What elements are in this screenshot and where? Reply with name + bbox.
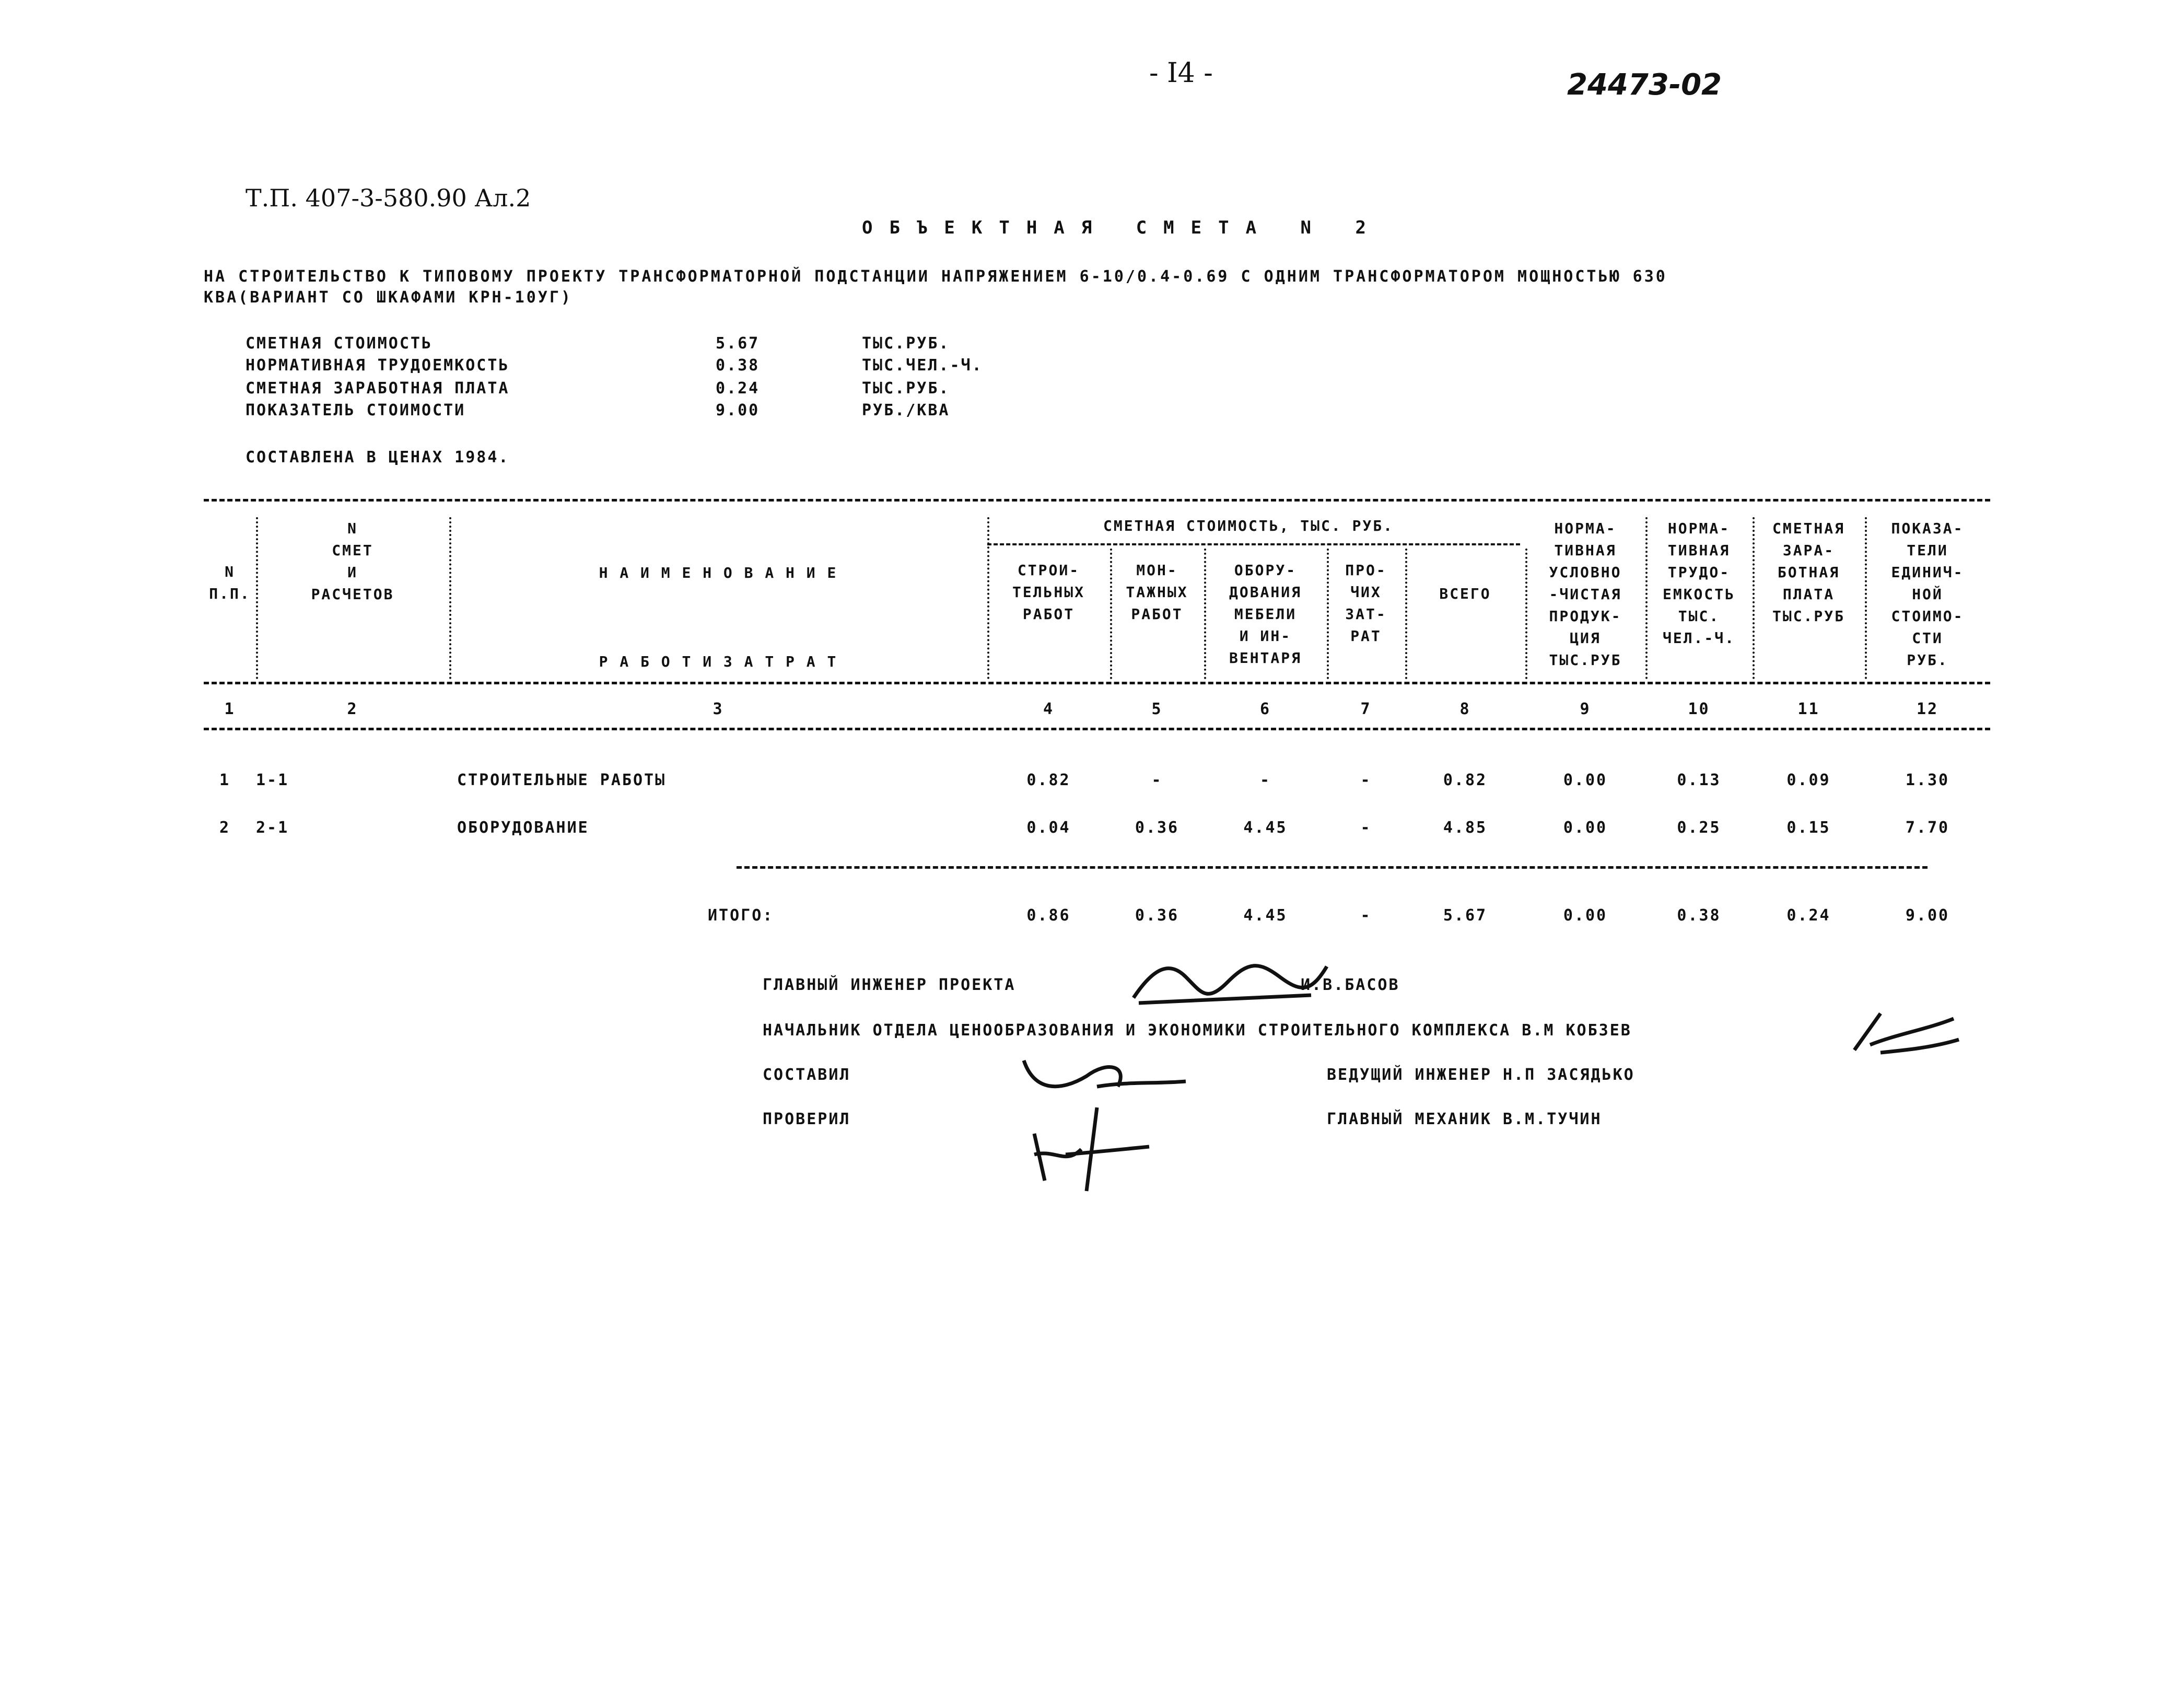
- totals-cell: 9.00: [1905, 906, 1950, 925]
- summary-unit: ТЫС.РУБ.: [862, 379, 950, 398]
- totals-cell: 0.38: [1677, 906, 1721, 925]
- summary-value: 5.67: [716, 334, 760, 353]
- column-header-line: N: [347, 520, 358, 537]
- column-number: 11: [1797, 700, 1820, 718]
- row-cell: 0.82: [1443, 771, 1488, 789]
- summary-unit: РУБ./КВА: [862, 401, 950, 419]
- row-cell: 0.04: [1026, 819, 1071, 837]
- column-header-line: ТАЖНЫХ: [1126, 584, 1188, 601]
- compiled-by: ВЕДУЩИЙ ИНЖЕНЕР Н.П ЗАСЯДЬКО: [1327, 1066, 1635, 1084]
- column-number: 10: [1688, 700, 1710, 718]
- checked-label: ПРОВЕРИЛ: [763, 1110, 851, 1128]
- column-header-line: ТИВНАЯ: [1667, 542, 1731, 559]
- row-cell: 1.30: [1905, 771, 1950, 789]
- row-cell: -: [1360, 819, 1372, 837]
- totals-cell: 0.24: [1786, 906, 1831, 925]
- column-header-line: ВЕНТАРЯ: [1229, 649, 1302, 667]
- signature-tuchin: [1024, 1102, 1160, 1196]
- column-number: 9: [1580, 700, 1591, 718]
- column-number: 6: [1259, 700, 1271, 718]
- compiled-label: СОСТАВИЛ: [763, 1066, 851, 1084]
- column-header-line: ЗАРА-: [1782, 542, 1835, 559]
- row-cell: 0.15: [1786, 819, 1831, 837]
- column-header-line: ТЫС.: [1678, 608, 1720, 625]
- row-cell: 4.85: [1443, 819, 1488, 837]
- document-title: ОБЪЕКТНАЯ СМЕТА N 2: [862, 217, 1383, 238]
- column-header-line: СТИ: [1912, 629, 1943, 647]
- column-header-line: ТЕЛИ: [1907, 542, 1948, 559]
- column-header-line: УСЛОВНО: [1549, 564, 1622, 581]
- column-header-line: И ИН-: [1239, 627, 1292, 645]
- column-header-line: П.П.: [209, 585, 251, 602]
- signature-kobzev: [1849, 1003, 1964, 1060]
- subject-line: КВА(ВАРИАНТ СО ШКАФАМИ КРН-10УГ): [204, 288, 573, 307]
- summary-label: НОРМАТИВНАЯ ТРУДОЕМКОСТЬ: [246, 356, 510, 375]
- summary-value: 9.00: [716, 401, 760, 419]
- tp-reference: Т.П. 407-3-580.90 Ал.2: [246, 184, 531, 212]
- row-estimate-number: 1-1: [256, 771, 289, 789]
- totals-cell: 0.36: [1135, 906, 1179, 925]
- column-separator: [1405, 549, 1407, 679]
- column-header-line: ТИВНАЯ: [1554, 542, 1617, 559]
- column-header-line: МОН-: [1136, 562, 1178, 579]
- column-header-line: РАСЧЕТОВ: [311, 586, 394, 603]
- row-cell: -: [1259, 771, 1271, 789]
- page-number: - I4 -: [1149, 57, 1213, 89]
- column-header-line: ЦИЯ: [1570, 629, 1601, 647]
- row-cell: 0.09: [1786, 771, 1831, 789]
- column-header-line: НОРМА-: [1667, 520, 1731, 537]
- row-cell: 0.25: [1677, 819, 1721, 837]
- column-header-line: СМЕТ: [332, 542, 373, 559]
- column-number: 3: [713, 700, 724, 718]
- column-header-line: ДОВАНИЯ: [1229, 584, 1302, 601]
- column-header-line: ПРОДУК-: [1549, 608, 1622, 625]
- column-number: 4: [1043, 700, 1055, 718]
- summary-value: 0.24: [716, 379, 760, 398]
- row-number: 1: [219, 771, 231, 789]
- column-header-line: И: [347, 564, 358, 581]
- document-number: 24473-02: [1567, 68, 1722, 102]
- row-cell: 0.00: [1563, 819, 1608, 837]
- row-name: ОБОРУДОВАНИЕ: [457, 819, 589, 837]
- column-header-line: ОБОРУ-: [1234, 562, 1297, 579]
- column-header-line: НОЙ: [1912, 586, 1943, 603]
- column-number: 2: [347, 700, 358, 718]
- department-head-line: НАЧАЛЬНИК ОТДЕЛА ЦЕНООБРАЗОВАНИЯ И ЭКОНОМИКИ СТРОИТЕЛЬНОГО КОМПЛЕКСА В.М КОБЗЕВ: [763, 1021, 1632, 1040]
- column-header-line: ЧЕЛ.-Ч.: [1662, 629, 1735, 647]
- row-cell: -: [1151, 771, 1163, 789]
- column-header-line: ТЫС.РУБ: [1772, 608, 1845, 625]
- totals-cell: 0.86: [1026, 906, 1071, 925]
- totals-label: ИТОГО:: [708, 906, 774, 925]
- totals-cell: 0.00: [1563, 906, 1608, 925]
- signature-zasyadko: [1013, 1045, 1191, 1102]
- totals-cell: 4.45: [1243, 906, 1288, 925]
- summary-value: 0.38: [716, 356, 760, 375]
- prices-note: СОСТАВЛЕНА В ЦЕНАХ 1984.: [246, 448, 510, 467]
- checked-by: ГЛАВНЫЙ МЕХАНИК В.М.ТУЧИН: [1327, 1110, 1602, 1128]
- column-number: 1: [224, 700, 236, 718]
- column-header-line: ЕДИНИЧ-: [1891, 564, 1964, 581]
- row-cell: 0.82: [1026, 771, 1071, 789]
- row-cell: 7.70: [1905, 819, 1950, 837]
- column-header-line: ЧИХ: [1350, 584, 1382, 601]
- chief-engineer-title: ГЛАВНЫЙ ИНЖЕНЕР ПРОЕКТА: [763, 976, 1016, 994]
- column-header-line: ТРУДО-: [1667, 564, 1731, 581]
- column-header-line: Р А Б О Т И З А Т Р А Т: [599, 653, 838, 670]
- column-header-line: СТОИМО-: [1891, 608, 1964, 625]
- totals-rule: [737, 866, 1928, 869]
- column-header-line: -ЧИСТАЯ: [1549, 586, 1622, 603]
- column-header-line: РАБОТ: [1022, 605, 1075, 623]
- column-header-line: СТРОИ-: [1017, 562, 1080, 579]
- table-rule: [204, 728, 1990, 730]
- column-number: 5: [1151, 700, 1163, 718]
- totals-cell: -: [1360, 906, 1372, 925]
- summary-unit: ТЫС.РУБ.: [862, 334, 950, 353]
- row-number: 2: [219, 819, 231, 837]
- row-cell: 0.00: [1563, 771, 1608, 789]
- subject-line: НА СТРОИТЕЛЬСТВО К ТИПОВОМУ ПРОЕКТУ ТРАНСФОРМАТОРНОЙ ПОДСТАНЦИИ НАПРЯЖЕНИЕМ 6-10/0.4-0.69 С ОДНИМ ТРАНСФОРМАТОРОМ МОЩНОСТЬЮ 630: [204, 267, 1667, 286]
- column-header-line: N: [225, 563, 235, 580]
- group-header-rule: [987, 543, 1520, 545]
- column-header-line: БОТНАЯ: [1777, 564, 1840, 581]
- column-header-line: ТЫС.РУБ: [1549, 651, 1622, 669]
- column-header-line: ПОКАЗА-: [1891, 520, 1964, 537]
- column-header-line: РУБ.: [1907, 651, 1948, 669]
- row-estimate-number: 2-1: [256, 819, 289, 837]
- table-rule: [204, 499, 1990, 502]
- summary-label: ПОКАЗАТЕЛЬ СТОИМОСТИ: [246, 401, 466, 419]
- column-header-line: СМЕТНАЯ: [1772, 520, 1845, 537]
- column-header-line: ПЛАТА: [1782, 586, 1835, 603]
- column-header-line: ВСЕГО: [1439, 585, 1491, 602]
- column-header-line: МЕБЕЛИ: [1234, 605, 1297, 623]
- column-number: 7: [1360, 700, 1372, 718]
- column-header-line: ЕМКОСТЬ: [1662, 586, 1735, 603]
- column-header-line: РАТ: [1350, 627, 1382, 645]
- summary-unit: ТЫС.ЧЕЛ.-Ч.: [862, 356, 983, 375]
- totals-cell: 5.67: [1443, 906, 1488, 925]
- table-rule: [204, 682, 1990, 684]
- row-cell: 4.45: [1243, 819, 1288, 837]
- column-header-line: РАБОТ: [1131, 605, 1183, 623]
- row-cell: 0.13: [1677, 771, 1721, 789]
- group-header: СМЕТНАЯ СТОИМОСТЬ, ТЫС. РУБ.: [1103, 517, 1394, 534]
- column-header-line: Н А И М Е Н О В А Н И Е: [599, 564, 838, 581]
- column-header-line: ТЕЛЬНЫХ: [1012, 584, 1085, 601]
- chief-engineer-name: И.В.БАСОВ: [1301, 976, 1400, 994]
- column-header-line: ПРО-: [1345, 562, 1387, 579]
- summary-label: СМЕТНАЯ СТОИМОСТЬ: [246, 334, 433, 353]
- row-cell: 0.36: [1135, 819, 1179, 837]
- column-header-line: НОРМА-: [1554, 520, 1617, 537]
- row-cell: -: [1360, 771, 1372, 789]
- column-number: 8: [1459, 700, 1471, 718]
- summary-label: СМЕТНАЯ ЗАРАБОТНАЯ ПЛАТА: [246, 379, 510, 398]
- column-header-line: ЗАТ-: [1345, 605, 1387, 623]
- column-number: 12: [1916, 700, 1939, 718]
- row-name: СТРОИТЕЛЬНЫЕ РАБОТЫ: [457, 771, 667, 789]
